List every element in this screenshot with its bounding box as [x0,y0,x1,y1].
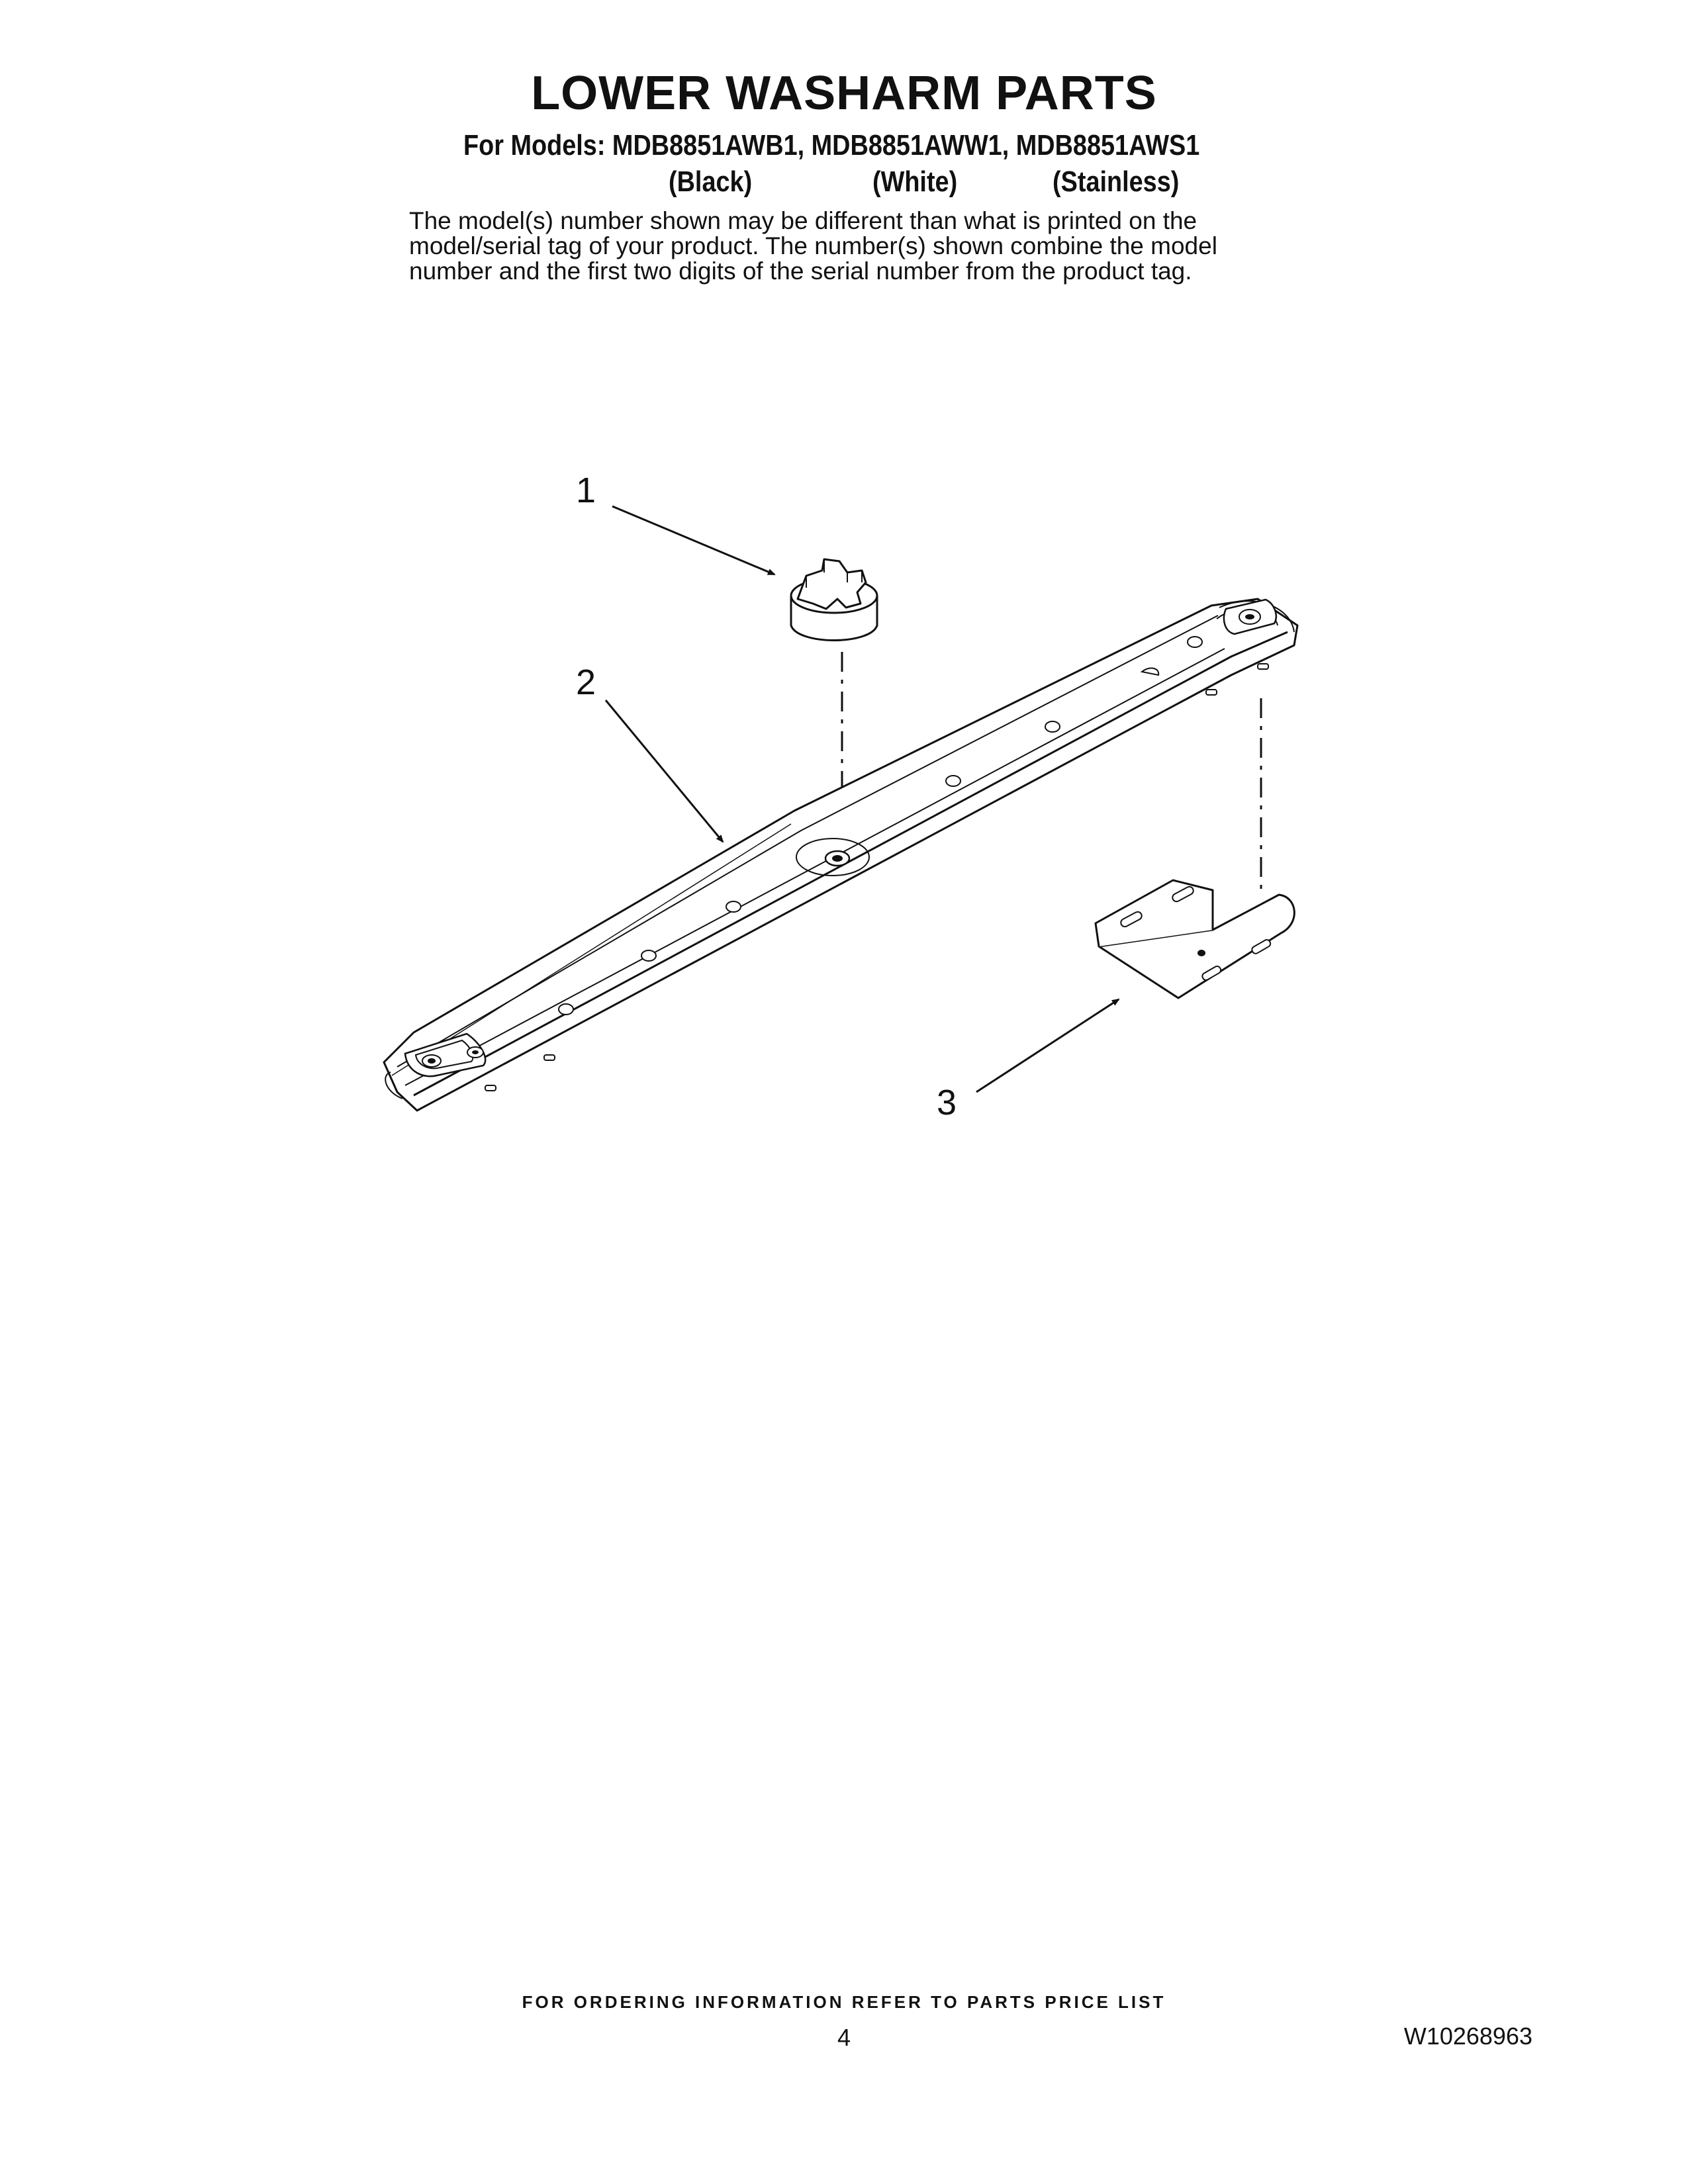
callout-3: 3 [937,1083,957,1122]
disclaimer-line: model/serial tag of your product. The number(s) shown combine the model [409,232,1217,259]
variant-white: (White) [872,165,958,198]
disclaimer-line: number and the first two digits of the serial number from the product tag. [409,257,1192,285]
ordering-info: FOR ORDERING INFORMATION REFER TO PARTS PRICE LIST [522,1992,1166,2012]
wash-arm [384,599,1297,1111]
models-line: For Models: MDB8851AWB1, MDB8851AWW1, MDB8851AWS1 [463,129,1200,161]
hub-nut [791,559,877,641]
variant-stainless: (Stainless) [1053,165,1180,198]
callout-2-arrow [606,700,723,842]
variant-black: (Black) [669,165,753,198]
page-number: 4 [837,2024,851,2051]
callout-2: 2 [576,662,596,702]
page-title: LOWER WASHARM PARTS [531,67,1157,120]
disclaimer-line: The model(s) number shown may be different than what is printed on the [409,207,1197,234]
document-number: W10268963 [1403,2023,1532,2050]
callout-3-arrow [976,999,1119,1092]
callout-1: 1 [576,471,596,510]
deflector [1096,880,1294,998]
callout-1-arrow [612,506,774,574]
